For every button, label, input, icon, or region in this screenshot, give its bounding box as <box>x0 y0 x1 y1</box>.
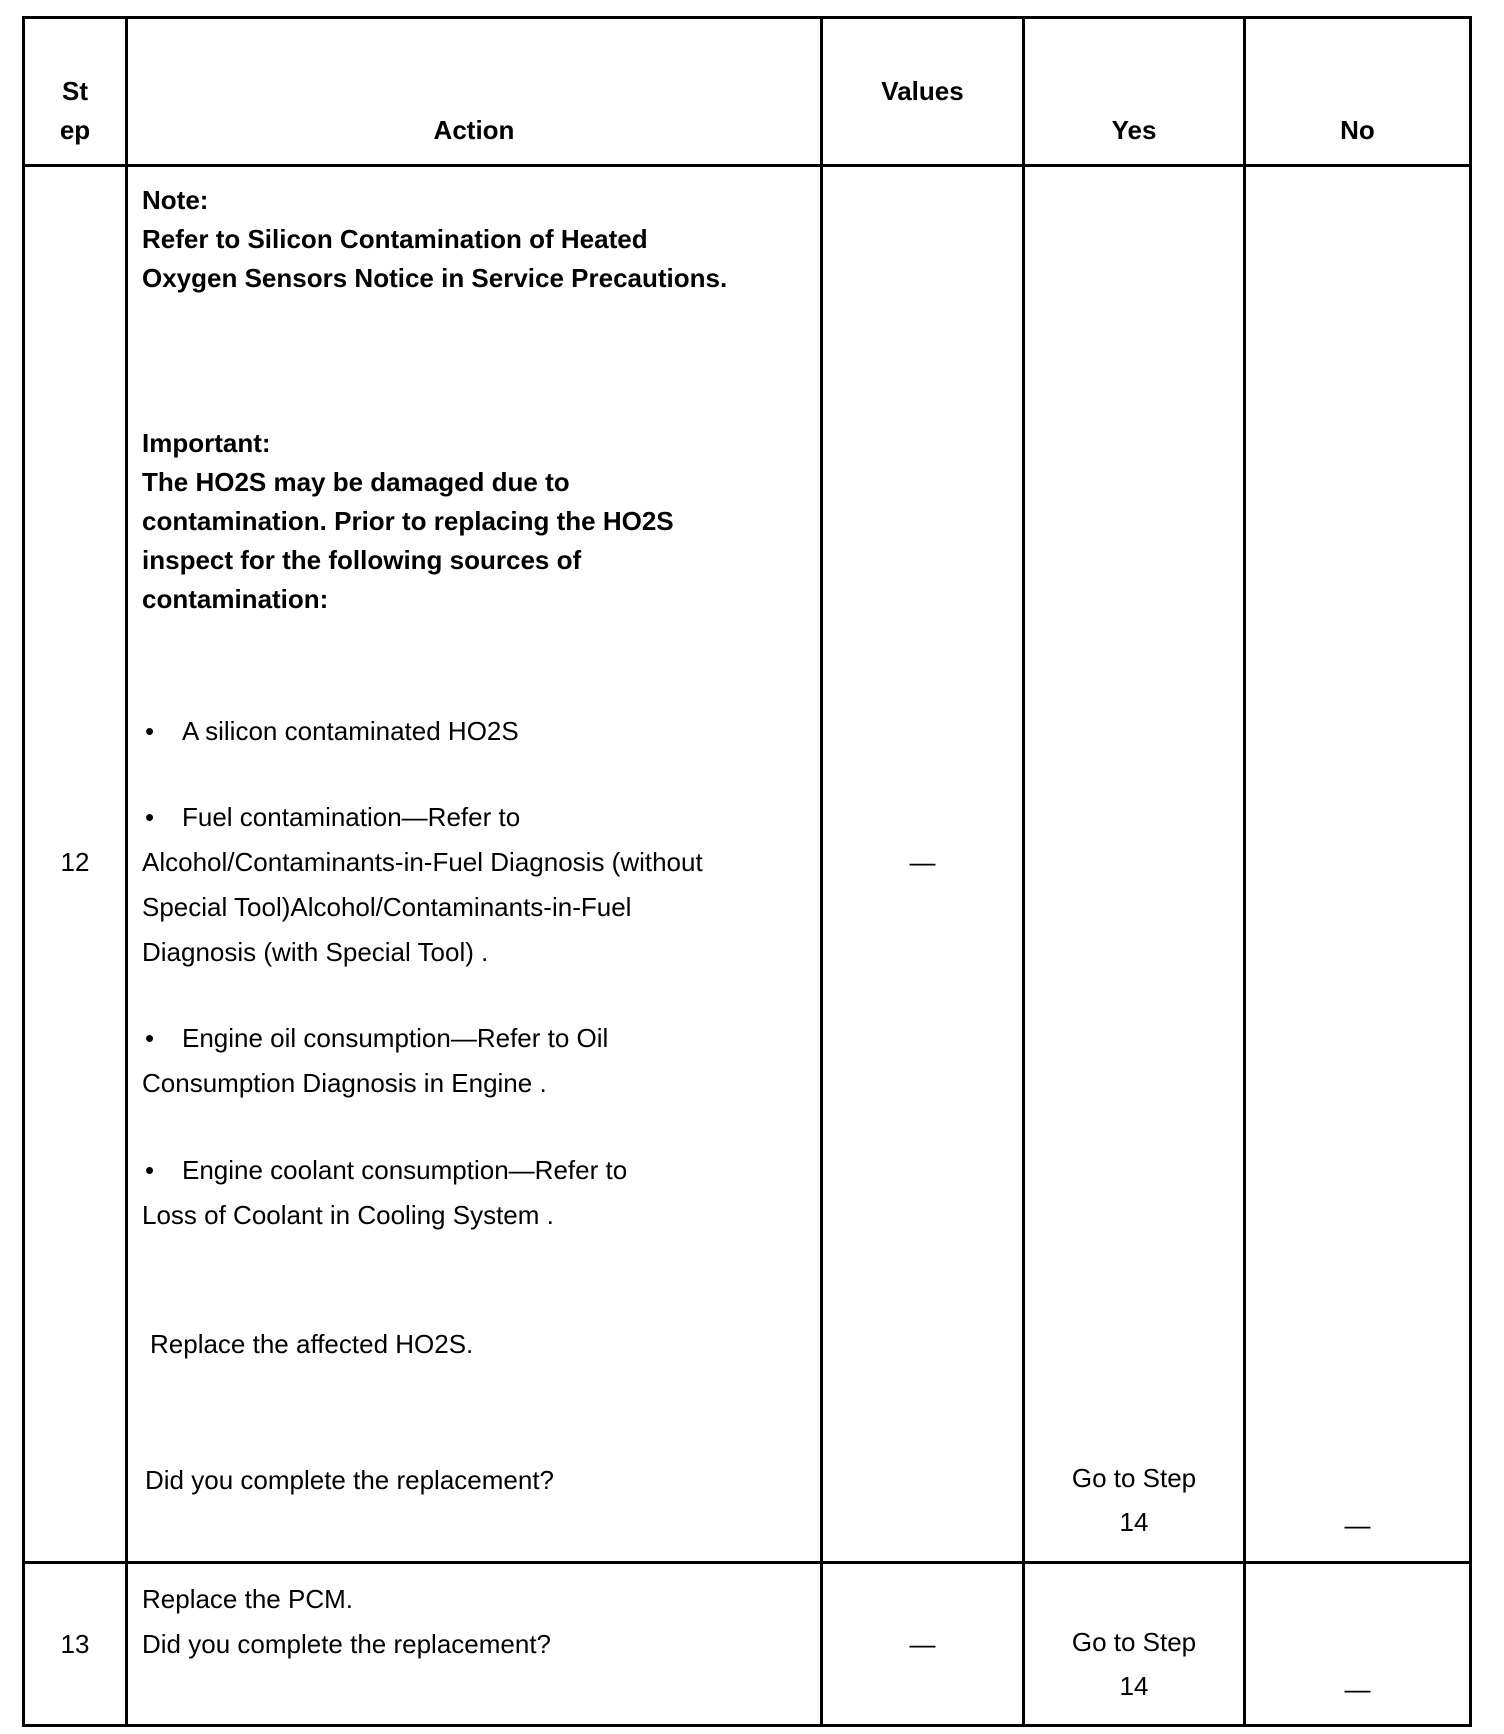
yes-cell <box>1025 1623 1243 1706</box>
question-text: Did you complete the replacement? <box>142 1629 552 1659</box>
no-cell: — <box>1344 1510 1371 1540</box>
note-heading: Note: <box>142 185 209 215</box>
header-step-line2: ep <box>59 115 91 145</box>
header-step <box>25 72 125 150</box>
header-step-line1: St <box>62 76 88 106</box>
values-cell: — <box>909 847 936 877</box>
note-line: Oxygen Sensors Notice in Service Precautions. <box>142 263 728 293</box>
table-top-border <box>22 16 1472 19</box>
column-border-right <box>1469 16 1472 1727</box>
important-line: The HO2S may be damaged due to <box>142 467 570 497</box>
yes-goto-label: Go to Step <box>1071 1463 1197 1493</box>
column-border-yes <box>1243 16 1246 1727</box>
header-yes: Yes <box>1111 115 1157 145</box>
list-item: Fuel contamination—Refer to <box>182 802 521 832</box>
step-number: 12 <box>60 847 90 877</box>
table-bottom-border <box>22 1724 1472 1727</box>
header-bottom-border <box>22 164 1472 167</box>
yes-cell <box>1025 1459 1243 1542</box>
bullet-icon: • <box>145 1155 155 1185</box>
important-line: contamination: <box>142 584 329 614</box>
header-values: Values <box>881 76 964 106</box>
instruction-text: Replace the affected HO2S. <box>150 1329 474 1359</box>
row-12-bottom-border <box>22 1561 1472 1564</box>
yes-goto-step: 14 <box>1119 1507 1149 1537</box>
important-line: contamination. Prior to replacing the HO2S <box>142 506 674 536</box>
bullet-icon: • <box>145 716 155 746</box>
yes-goto-label: Go to Step <box>1071 1627 1197 1657</box>
bullet-icon: • <box>145 1023 155 1053</box>
list-item-continuation: Special Tool)Alcohol/Contaminants-in-Fuel <box>142 892 632 922</box>
list-item: Engine oil consumption—Refer to Oil <box>182 1023 609 1053</box>
step-number: 13 <box>60 1629 90 1659</box>
list-item-continuation: Diagnosis (with Special Tool) . <box>142 937 489 967</box>
note-line: Refer to Silicon Contamination of Heated <box>142 224 648 254</box>
list-item: A silicon contaminated HO2S <box>182 716 519 746</box>
list-item-continuation: Consumption Diagnosis in Engine . <box>142 1068 547 1098</box>
important-line: inspect for the following sources of <box>142 545 582 575</box>
bullet-icon: • <box>145 802 155 832</box>
header-action: Action <box>433 115 515 145</box>
no-cell: — <box>1344 1674 1371 1704</box>
instruction-text: Replace the PCM. <box>142 1584 353 1614</box>
list-item: Engine coolant consumption—Refer to <box>182 1155 628 1185</box>
list-item-continuation: Loss of Coolant in Cooling System . <box>142 1200 554 1230</box>
header-no: No <box>1340 115 1375 145</box>
yes-goto-step: 14 <box>1119 1671 1149 1701</box>
values-cell: — <box>909 1629 936 1659</box>
list-item-continuation: Alcohol/Contaminants-in-Fuel Diagnosis (without <box>142 847 703 877</box>
question-text: Did you complete the replacement? <box>145 1465 555 1495</box>
column-border-step <box>125 16 128 1727</box>
important-heading: Important: <box>142 428 271 458</box>
